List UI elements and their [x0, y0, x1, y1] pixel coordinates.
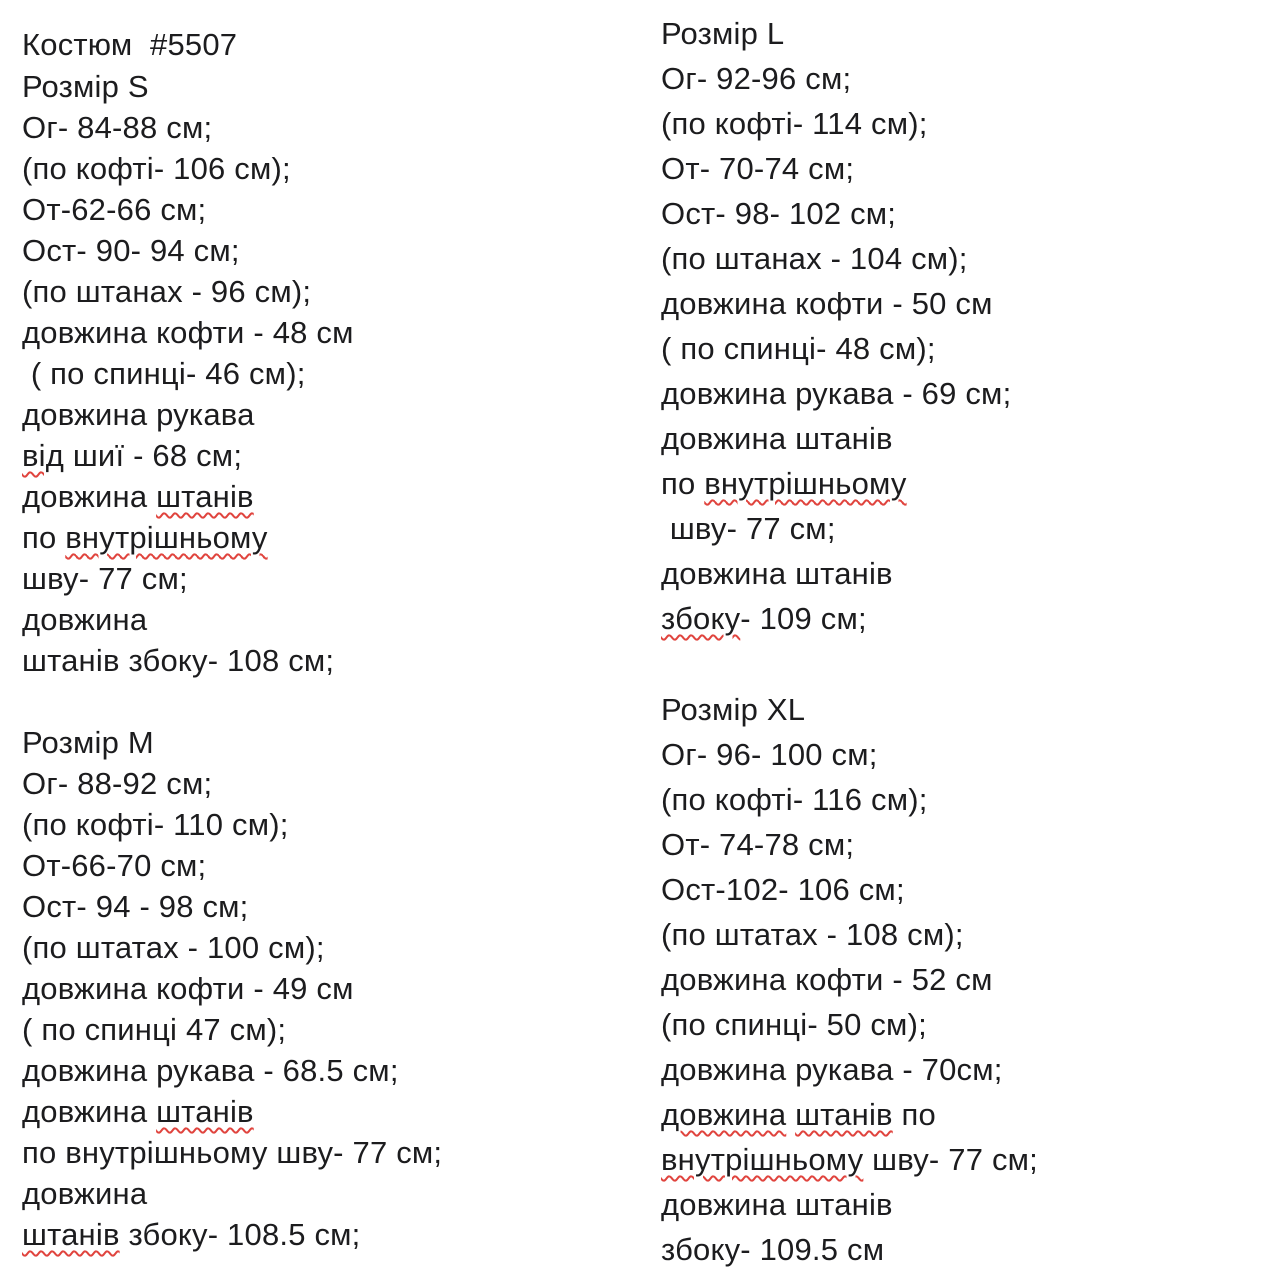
line-text: довжина рукава - 69 см;: [661, 376, 1012, 411]
line-text: довжина рукава: [22, 397, 255, 432]
line-text: ( по спинці 47 см);: [22, 1012, 287, 1047]
doc-line: [661, 329, 936, 369]
spellcheck-flagged-word: внутрішньому: [704, 466, 907, 501]
line-text: Ост-102- 106 см;: [661, 872, 905, 907]
line-text: Розмір L: [661, 16, 785, 51]
line-text: Ог- 88-92 см;: [22, 766, 213, 801]
spellcheck-flagged-word: внутрішньому: [65, 520, 268, 555]
line-text: штанів збоку- 108 см;: [22, 643, 335, 678]
doc-line: [661, 735, 878, 775]
line-text: довжина: [22, 1176, 148, 1211]
line-text: довжина кофти - 48 см: [22, 315, 354, 350]
doc-line: [22, 1133, 442, 1173]
line-text: Ог- 84-88 см;: [22, 110, 213, 145]
line-text: довжина: [22, 1094, 157, 1129]
doc-line: [22, 272, 311, 312]
spellcheck-flagged-word: штанів: [22, 1217, 120, 1252]
line-text: шиї - 68 см;: [64, 438, 243, 473]
doc-line: [661, 870, 905, 910]
doc-line: [661, 1095, 936, 1135]
doc-line: [22, 764, 212, 804]
doc-line: [22, 1092, 254, 1132]
doc-line: [661, 149, 854, 189]
doc-line: [22, 600, 147, 640]
doc-line: [22, 149, 291, 189]
line-text: по: [22, 520, 66, 555]
spellcheck-flagged-word: штанів: [156, 1094, 254, 1129]
line-text: довжина штанів: [661, 556, 893, 591]
doc-line: [22, 641, 334, 681]
doc-line: [661, 14, 784, 54]
line-text: довжина: [22, 479, 157, 514]
doc-line: [661, 419, 893, 459]
line-text: по: [892, 1097, 936, 1132]
doc-line: [661, 915, 964, 955]
doc-line: [22, 354, 306, 394]
doc-line: [22, 928, 325, 968]
doc-line: [22, 1010, 286, 1050]
doc-line: [661, 509, 836, 549]
doc-line: [661, 960, 993, 1000]
doc-line: [661, 554, 893, 594]
doc-line: [22, 805, 289, 845]
doc-line: [22, 969, 354, 1009]
line-text: довжина штанів: [661, 1187, 893, 1222]
line-text: по внутрішньому шву- 77 см;: [22, 1135, 443, 1170]
doc-line: [22, 231, 240, 271]
doc-line: [22, 313, 354, 353]
doc-line: [22, 190, 206, 230]
line-text: довжина кофти - 49 см: [22, 971, 354, 1006]
line-text: довжина кофти - 52 см: [661, 962, 993, 997]
doc-line: [661, 690, 805, 730]
line-text: по: [661, 466, 705, 501]
spellcheck-flagged-word: штанів: [795, 1097, 893, 1132]
line-text: (по кофті- 116 см);: [661, 782, 928, 817]
doc-line: [661, 1050, 1003, 1090]
spellcheck-flagged-word: довжина: [661, 1097, 787, 1132]
line-text: От-62-66 см;: [22, 192, 207, 227]
line-text: (по кофті- 110 см);: [22, 807, 289, 842]
doc-line: [661, 780, 928, 820]
doc-line: [661, 825, 854, 865]
doc-line: [661, 104, 928, 144]
line-text: ( по спинці- 48 см);: [661, 331, 936, 366]
line-text: довжина: [22, 602, 148, 637]
doc-line: [22, 846, 206, 886]
line-text: довжина рукава - 68.5 см;: [22, 1053, 399, 1088]
spellcheck-flagged-word: штанів: [156, 479, 254, 514]
line-text: (по штанах - 104 см);: [661, 241, 968, 276]
doc-line: [22, 723, 154, 763]
line-text: Ост- 98- 102 см;: [661, 196, 897, 231]
line-text: Ог- 96- 100 см;: [661, 737, 878, 772]
doc-line: [661, 194, 896, 234]
line-text: (по кофті- 114 см);: [661, 106, 928, 141]
line-text: шву- 77 см;: [661, 511, 836, 546]
line-text: [786, 1097, 795, 1132]
doc-line: [661, 1140, 1038, 1180]
line-text: довжина кофти - 50 см: [661, 286, 993, 321]
line-text: Ост- 94 - 98 см;: [22, 889, 249, 924]
line-text: (по штатах - 100 см);: [22, 930, 325, 965]
line-text: От-66-70 см;: [22, 848, 207, 883]
spellcheck-flagged-word: від: [22, 438, 65, 473]
doc-line: [22, 108, 212, 148]
line-text: Розмір M: [22, 725, 154, 760]
line-text: От- 70-74 см;: [661, 151, 855, 186]
doc-line: [22, 559, 188, 599]
spellcheck-flagged-word: збоку: [661, 601, 741, 636]
line-text: (по спинці- 50 см);: [661, 1007, 927, 1042]
line-text: (по штанах - 96 см);: [22, 274, 312, 309]
doc-line: [661, 1230, 884, 1270]
doc-line: [661, 599, 867, 639]
doc-line: [22, 1051, 399, 1091]
doc-line: [661, 284, 993, 324]
line-text: Ост- 90- 94 см;: [22, 233, 240, 268]
doc-line: [661, 1005, 927, 1045]
line-text: шву- 77 см;: [22, 561, 188, 596]
line-text: Костюм #5507: [22, 27, 238, 62]
doc-line: [22, 1174, 147, 1214]
line-text: довжина штанів: [661, 421, 893, 456]
doc-line: [22, 67, 149, 107]
spellcheck-flagged-word: внутрішньому: [661, 1142, 864, 1177]
line-text: збоку- 109.5 см: [661, 1232, 885, 1267]
doc-line: [661, 374, 1011, 414]
doc-line: [22, 25, 237, 65]
line-text: Розмір S: [22, 69, 149, 104]
doc-line: [22, 436, 242, 476]
doc-line: [661, 1185, 893, 1225]
line-text: шву- 77 см;: [863, 1142, 1038, 1177]
doc-line: [22, 477, 254, 517]
line-text: збоку- 108.5 см;: [119, 1217, 361, 1252]
line-text: Ог- 92-96 см;: [661, 61, 852, 96]
doc-line: [661, 239, 968, 279]
line-text: довжина рукава - 70см;: [661, 1052, 1003, 1087]
line-text: ( по спинці- 46 см);: [22, 356, 306, 391]
line-text: (по кофті- 106 см);: [22, 151, 291, 186]
doc-line: [661, 59, 851, 99]
doc-line: [22, 518, 268, 558]
line-text: От- 74-78 см;: [661, 827, 855, 862]
line-text: - 109 см;: [740, 601, 867, 636]
line-text: (по штатах - 108 см);: [661, 917, 964, 952]
doc-line: [661, 464, 907, 504]
doc-line: [22, 395, 255, 435]
line-text: Розмір XL: [661, 692, 806, 727]
doc-line: [22, 1215, 360, 1255]
doc-line: [22, 887, 249, 927]
